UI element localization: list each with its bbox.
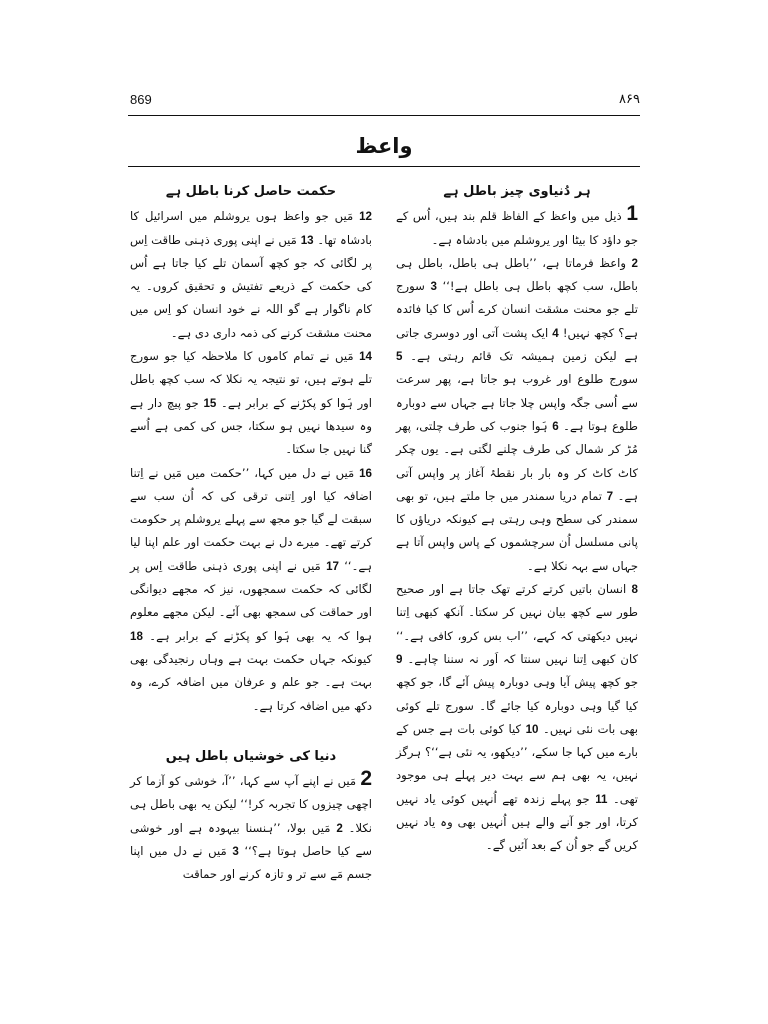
verse-text: مَیں جو واعظ ہوں یروشلم میں اسرائیل کا بادشاہ تھا۔ — [130, 209, 373, 247]
verse-number: 15 — [203, 396, 217, 410]
verse-text: ہَوا جنوب کی طرف چلتی، پھر مُڑ کر شمال کی طرف چلنے لگتی ہے۔ یوں چکر کاٹ کاٹ کر وہ بار بار نقطۂ آغاز پر واپس آتی ہے۔ — [396, 418, 639, 503]
verse-number: 2 — [631, 256, 638, 270]
verse-text: مَیں نے تمام کاموں کا ملاحظہ کیا جو سورج تلے ہوتے ہیں، تو نتیجہ یہ نکلا کہ سب کچھ باطل اور ہَوا کو پکڑنے کے برابر ہے۔ — [130, 349, 372, 410]
passage — [130, 767, 373, 886]
verse-text: کیا کوئی بات ہے جس کے بارے میں کہا جا سکے، ’’دیکھو، یہ نئی ہے‘‘؟ ہرگز نہیں، یہ بھی ہم سے بہت دیر پہلے ہی موجود تھی۔ — [396, 721, 639, 806]
verse-text: جو پہلے زندہ تھے اُنہیں کوئی یاد نہیں کرتا، اور جو آنے والے ہیں اُنہیں بھی وہ یاد نہیں کریں گے جو اُن کے بعد آئیں گے۔ — [396, 791, 638, 853]
verse-text: مَیں نے دل میں اپنا جسم مَے سے تر و تازہ کرنے اور حماقت — [130, 844, 372, 882]
section-heading: دنیا کی خوشیاں باطل ہیں — [165, 748, 337, 764]
verse-text: مَیں نے اپنی پوری ذہنی طاقت اِس پر لگائی کہ حکمت سمجھوں، نیز کہ مجھے دیوانگی اور حماقت کی سمجھ بھی آئے۔ لیکن مجھے معلوم ہوا کہ یہ بھی ہَوا کو پکڑنے کے برابر ہے۔ — [130, 558, 372, 643]
verse-number: 6 — [552, 419, 559, 433]
passage — [130, 205, 372, 718]
verse-text: واعظ فرماتا ہے، ’’باطل ہی باطل، باطل ہی باطل، سب کچھ باطل ہی باطل ہے!‘‘ — [396, 255, 638, 294]
book-title: واعظ — [355, 134, 413, 158]
verse-text: ذیل میں واعظ کے الفاظ قلم بند ہیں، اُس کے جو داؤد کا بیٹا اور یروشلم میں بادشاہ ہے۔ — [396, 209, 638, 247]
header-rule-bottom — [128, 166, 640, 167]
verse-number: 5 — [396, 350, 403, 364]
verse-number: 9 — [396, 652, 403, 666]
verse-text: سورج طلوع اور غروب ہو جاتا ہے، پھر سرعت سے اُسی جگہ واپس چلا جاتا ہے جہاں سے دوبارہ طلوع ہوتا ہے۔ — [396, 372, 639, 433]
right-column — [396, 180, 638, 858]
verse-text: مَیں بولا، ’’ہنسنا بیہودہ ہے اور خوشی سے کیا حاصل ہوتا ہے؟‘‘ — [130, 820, 373, 859]
verse-number: 8 — [631, 583, 638, 597]
verse-text: تمام دریا سمندر میں جا ملتے ہیں، تو بھی سمندر کی سطح وہی رہتی ہے کیونکہ دریاؤں کا پانی مسلسل اُن سرچشموں کے پاس واپس آتا ہے جہاں سے بہہ نکلا ہے۔ — [396, 488, 638, 573]
verse-text: سورج تلے جو محنت مشقت انسان کرے اُس کا کیا فائدہ ہے؟ کچھ نہیں! — [396, 279, 639, 340]
header-rule-top — [128, 115, 640, 116]
verse-number: 2 — [336, 821, 343, 835]
page-number-left: 869 — [130, 92, 152, 107]
verse-number: 12 — [359, 210, 372, 224]
chapter-number: 2 — [360, 767, 373, 791]
section-heading: ہر دُنیاوی چیز باطل ہے — [443, 184, 591, 199]
verse-number: 17 — [326, 559, 339, 573]
verse-text: کیونکہ جہاں حکمت بہت ہے وہاں رنجیدگی بھی بہت ہے۔ جو علم و عرفان میں اضافہ کرے، وہ دکھ میں اضافہ کرتا ہے۔ — [130, 651, 372, 713]
verse-text: مَیں نے اپنی پوری ذہنی طاقت اِس پر لگائی کہ جو کچھ آسمان تلے کیا جاتا ہے اُس کی حکمت کے ذریعے تفتیش و تحقیق کروں۔ یہ کام ناگوار ہے گو اللہ نے خود انسان کو اِس میں محنت مشقت کرنے کی ذمہ داری دی ہے۔ — [130, 232, 372, 340]
verse-number: 4 — [552, 326, 559, 340]
verse-text: مَیں نے اپنے آپ سے کہا، ’’آ، خوشی کو آزما کر اچھی چیزوں کا تجربہ کر!‘‘ لیکن یہ بھی باطل ہی نکلا۔ — [130, 774, 373, 835]
verse-text: انسان باتیں کرتے کرتے تھک جاتا ہے اور صحیح طور سے کچھ بیان نہیں کر سکتا۔ آنکھ کبھی اِتنا نہیں دیکھتی کہ کہے، ’’اب بس کرو، کافی ہے۔‘‘ کان کبھی اِتنا نہیں سنتا کہ اَور نہ سننا چاہے۔ — [396, 582, 638, 666]
verse-number: 3 — [232, 845, 239, 859]
verse-number: 14 — [359, 350, 372, 364]
chapter-number: 1 — [626, 202, 638, 226]
verse-number: 7 — [606, 489, 614, 503]
section-heading: حکمت حاصل کرنا باطل ہے — [165, 184, 337, 199]
page-number-right: ۸۶۹ — [619, 92, 640, 107]
verse-number: 16 — [359, 466, 373, 480]
verse-text: جو پیچ دار ہے وہ سیدھا نہیں ہو سکتا، جس کی کمی ہے اُسے گنا نہیں جا سکتا۔ — [130, 395, 372, 457]
verse-number: 3 — [430, 280, 437, 294]
verse-number: 11 — [595, 792, 608, 806]
passage — [396, 202, 639, 857]
verse-text: جو کچھ پیش آیا وہی دوبارہ پیش آئے گا، جو کچھ کیا گیا وہی دوبارہ کیا جائے گا۔ سورج تلے کوئی بھی بات نئی نہیں۔ — [396, 675, 639, 736]
verse-text: مَیں نے دل میں کہا، ’’حکمت میں مَیں نے اِتنا اضافہ کیا اور اِتنی ترقی کی کہ اُن سب سے سبقت لے گیا جو مجھ سے پہلے یروشلم پر حکومت کرتے تھے۔ میرے دل نے بہت حکمت اور علم اپنا لیا ہے۔‘‘ — [130, 465, 373, 573]
verse-number: 18 — [130, 629, 143, 643]
verse-text: ایک پشت آتی اور دوسری جاتی ہے لیکن زمین ہمیشہ تک قائم رہتی ہے۔ — [396, 325, 638, 364]
verse-number: 13 — [300, 233, 314, 247]
left-column — [130, 180, 372, 887]
verse-number: 10 — [525, 722, 539, 736]
